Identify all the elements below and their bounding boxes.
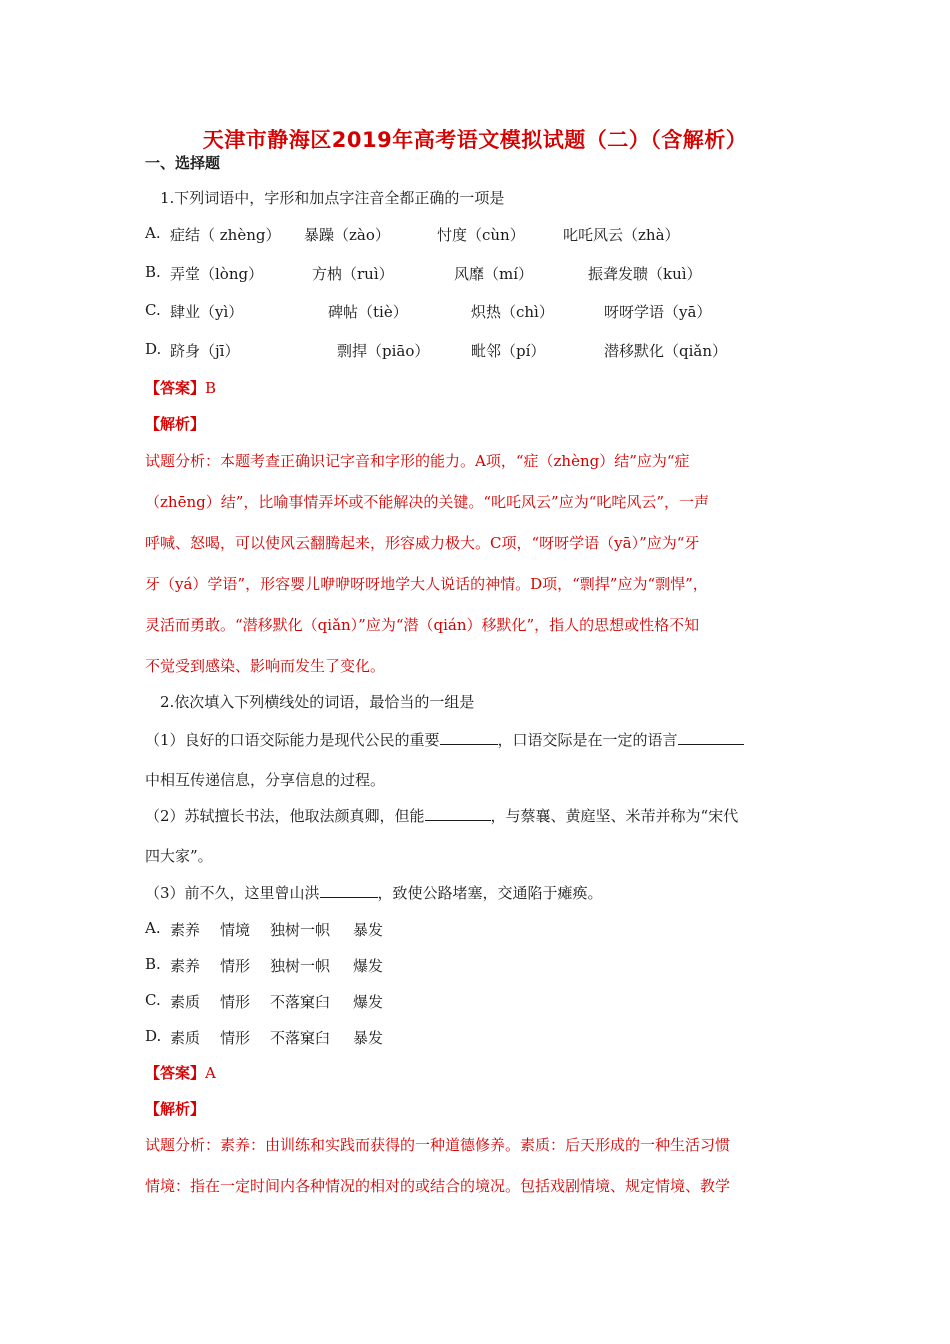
q2-sentence-1-cont: 中相互传递信息，分享信息的过程。 [145, 771, 386, 789]
sentence-text: （2）苏轼擅长书法，他取法颜真卿，但能 [145, 807, 425, 825]
option-item: 爆发 [353, 993, 384, 1011]
option-item: 素质 [170, 993, 201, 1011]
option-label: B. [145, 955, 161, 973]
option-label: C. [145, 991, 161, 1009]
q1-analysis-line: 试题分析：本题考查正确识记字音和字形的能力。A项，“症（zhèng）结”应为“症 [145, 452, 690, 470]
option-item: 弄堂（lòng） [170, 265, 264, 283]
option-item: 素养 [170, 957, 201, 975]
q2-analysis-tag: 【解析】 [145, 1100, 206, 1118]
sentence-text: ，致使公路堵塞，交通陷于瘫痪。 [377, 884, 603, 902]
option-item: 暴发 [353, 921, 384, 939]
q2-analysis-line: 情境：指在一定时间内各种情况的相对的或结合的境况。包括戏剧情境、规定情境、教学 [145, 1177, 731, 1195]
q2-answer [145, 1063, 216, 1083]
option-item: 叱吒风云（zhà） [563, 226, 680, 244]
q2-sentence-2 [145, 806, 738, 826]
q1-analysis-line: 灵活而勇敢。“潜移默化（qiǎn）”应为“潜（qián）移默化”，指人的思想或性格不知 [145, 616, 700, 634]
sentence-text: ，与蔡襄、黄庭坚、米芾并称为“宋代 [490, 807, 739, 825]
option-label: A. [145, 224, 161, 242]
option-item: 风靡（mí） [454, 265, 534, 283]
option-item: 情形 [220, 957, 251, 975]
option-item: 不落窠臼 [270, 993, 331, 1011]
option-item: 暴躁（zào） [304, 226, 390, 244]
q1-analysis-line: 牙（yá）学语”，形容婴儿咿咿呀呀地学大人说话的神情。D项，“剽捍”应为“剽悍”， [145, 575, 708, 593]
q1-analysis-line: （zhēng）结”，比喻事情弄坏或不能解决的关键。“叱吒风云”应为“叱咤风云”，一声 [145, 493, 710, 511]
section-heading: 一、选择题 [145, 154, 221, 172]
option-label: A. [145, 919, 161, 937]
option-item: 症结（ zhèng） [170, 226, 281, 244]
q1-analysis-line: 不觉受到感染、影响而发生了变化。 [145, 657, 386, 675]
option-item: 碑帖（tiè） [328, 303, 408, 321]
option-item: 情形 [220, 1029, 251, 1047]
q2-analysis-line: 试题分析：素养：由训练和实践而获得的一种道德修养。素质：后天形成的一种生活习惯 [145, 1136, 731, 1154]
q2-sentence-2-cont: 四大家”。 [145, 847, 213, 865]
q1-analysis-line: 呼喊、怒喝，可以使风云翻腾起来，形容威力极大。C项，“呀呀学语（yā）”应为“牙 [145, 534, 700, 552]
fill-blank [320, 883, 378, 898]
option-item: 方枘（ruì） [312, 265, 394, 283]
option-item: 暴发 [353, 1029, 384, 1047]
sentence-text: （1）良好的口语交际能力是现代公民的重要 [145, 731, 440, 749]
option-item: 不落窠臼 [270, 1029, 331, 1047]
option-item: 素养 [170, 921, 201, 939]
page-title: 天津市静海区2019年高考语文模拟试题（二）（含解析） [202, 128, 748, 152]
option-item: 情形 [220, 993, 251, 1011]
option-item: 剽捍（piāo） [337, 342, 430, 360]
option-item: 炽热（chì） [471, 303, 554, 321]
q2-sentence-3 [145, 883, 603, 903]
sentence-text: ，口语交际是在一定的语言 [497, 731, 678, 749]
option-item: 独树一帜 [270, 921, 331, 939]
q2-stem: 2.依次填入下列横线处的词语，最恰当的一组是 [160, 693, 475, 711]
option-item: 呀呀学语（yā） [604, 303, 712, 321]
option-item: 肆业（yì） [170, 303, 244, 321]
option-item: 毗邻（pí） [471, 342, 546, 360]
answer-tag: 【答案】 [145, 1064, 206, 1082]
option-item: 独树一帜 [270, 957, 331, 975]
option-item: 跻身（jī） [170, 342, 240, 360]
option-item: 忖度（cùn） [437, 226, 525, 244]
q2-sentence-1 [145, 730, 744, 750]
answer-tag: 【答案】 [145, 379, 206, 397]
fill-blank [440, 730, 498, 745]
q1-analysis-tag: 【解析】 [145, 415, 206, 433]
fill-blank [425, 806, 491, 821]
q1-answer [145, 378, 216, 398]
q1-stem: 1.下列词语中，字形和加点字注音全都正确的一项是 [160, 189, 505, 207]
option-label: B. [145, 263, 161, 281]
sentence-text: （3）前不久，这里曾山洪 [145, 884, 320, 902]
option-label: D. [145, 340, 162, 358]
fill-blank [678, 730, 744, 745]
option-item: 情境 [220, 921, 251, 939]
option-item: 振聋发聩（kuì） [588, 265, 702, 283]
answer-value: A [205, 1064, 216, 1082]
option-item: 潜移默化（qiǎn） [604, 342, 728, 360]
option-item: 爆发 [353, 957, 384, 975]
option-label: D. [145, 1027, 162, 1045]
option-label: C. [145, 301, 161, 319]
option-item: 素质 [170, 1029, 201, 1047]
answer-value: B [205, 379, 217, 397]
